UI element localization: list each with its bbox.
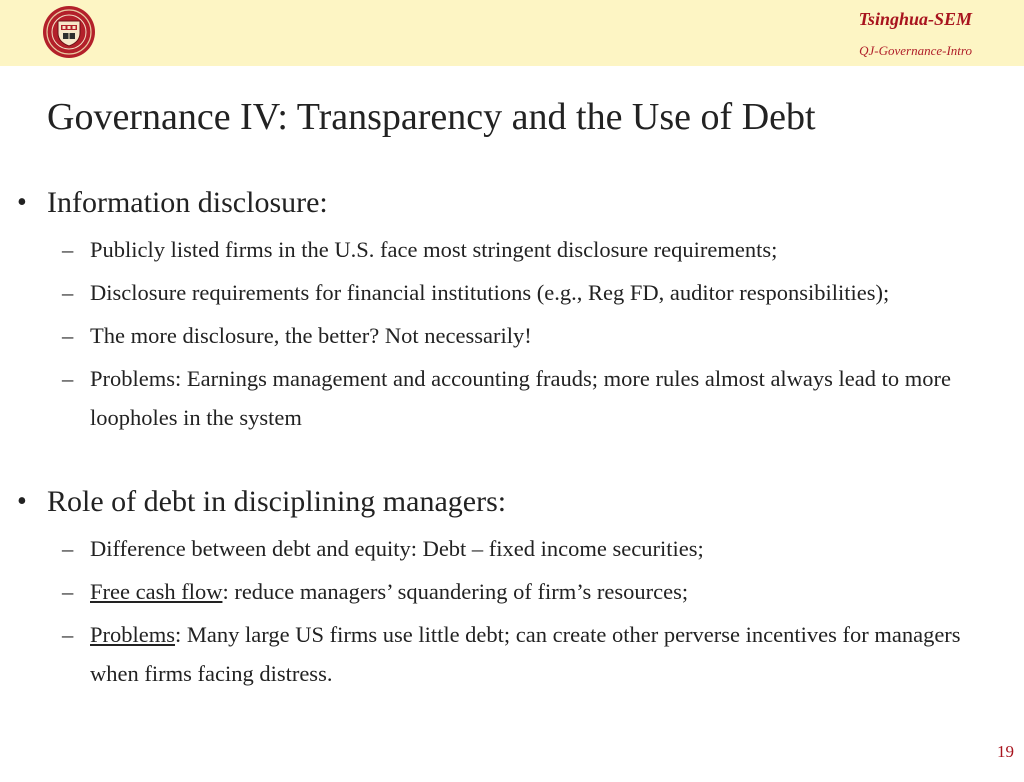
sub-item-text: Publicly listed firms in the U.S. face most stringent disclosure requirements;	[90, 237, 778, 262]
university-seal-icon	[42, 5, 96, 59]
sub-item-text: : Many large US firms use little debt; can create other perverse incentives for managers when firms facing distress.	[90, 622, 961, 686]
bullet-dot-icon: •	[17, 486, 27, 517]
dash-icon: –	[62, 237, 74, 262]
slide-title: Governance IV: Transparency and the Use of Debt	[47, 96, 816, 138]
section-information-disclosure	[0, 180, 1024, 437]
dash-icon: –	[62, 622, 74, 647]
dash-icon: –	[62, 323, 74, 348]
sub-item-text: Problems: Earnings management and accounting frauds; more rules almost always lead to more loopholes in the system	[90, 366, 952, 430]
brand-subtitle: QJ-Governance-Intro	[859, 43, 972, 58]
sub-item-text: Disclosure requirements for financial institutions (e.g., Reg FD, auditor responsibilities);	[90, 280, 890, 305]
dash-icon: –	[62, 366, 74, 391]
sub-item-text: The more disclosure, the better? Not necessarily!	[90, 323, 532, 348]
slide-content	[0, 180, 1024, 693]
sub-item	[0, 615, 1024, 693]
sub-item-text: Difference between debt and equity: Debt – fixed income securities;	[90, 536, 704, 561]
page-number: 19	[997, 742, 1014, 761]
dash-icon: –	[62, 536, 74, 561]
bullet-heading-text: Role of debt in disciplining managers:	[47, 485, 507, 518]
dash-icon: –	[62, 579, 74, 604]
sub-item	[0, 230, 1024, 269]
header-band	[0, 0, 1024, 66]
brand-name: Tsinghua-SEM	[858, 9, 972, 29]
dash-icon: –	[62, 280, 74, 305]
brand-block	[859, 8, 972, 59]
bullet-heading	[0, 180, 1024, 226]
bullet-dot-icon: •	[17, 187, 27, 218]
sub-item-text: : reduce managers’ squandering of firm’s resources;	[222, 579, 689, 604]
sub-item	[0, 529, 1024, 568]
bullet-heading	[0, 479, 1024, 525]
underlined-term: Free cash flow	[90, 579, 223, 604]
sub-item	[0, 273, 1024, 312]
sub-item	[0, 359, 1024, 437]
sub-item	[0, 572, 1024, 611]
section-role-of-debt	[0, 479, 1024, 693]
underlined-term: Problems	[90, 622, 176, 647]
sub-item	[0, 316, 1024, 355]
bullet-heading-text: Information disclosure:	[47, 186, 328, 219]
